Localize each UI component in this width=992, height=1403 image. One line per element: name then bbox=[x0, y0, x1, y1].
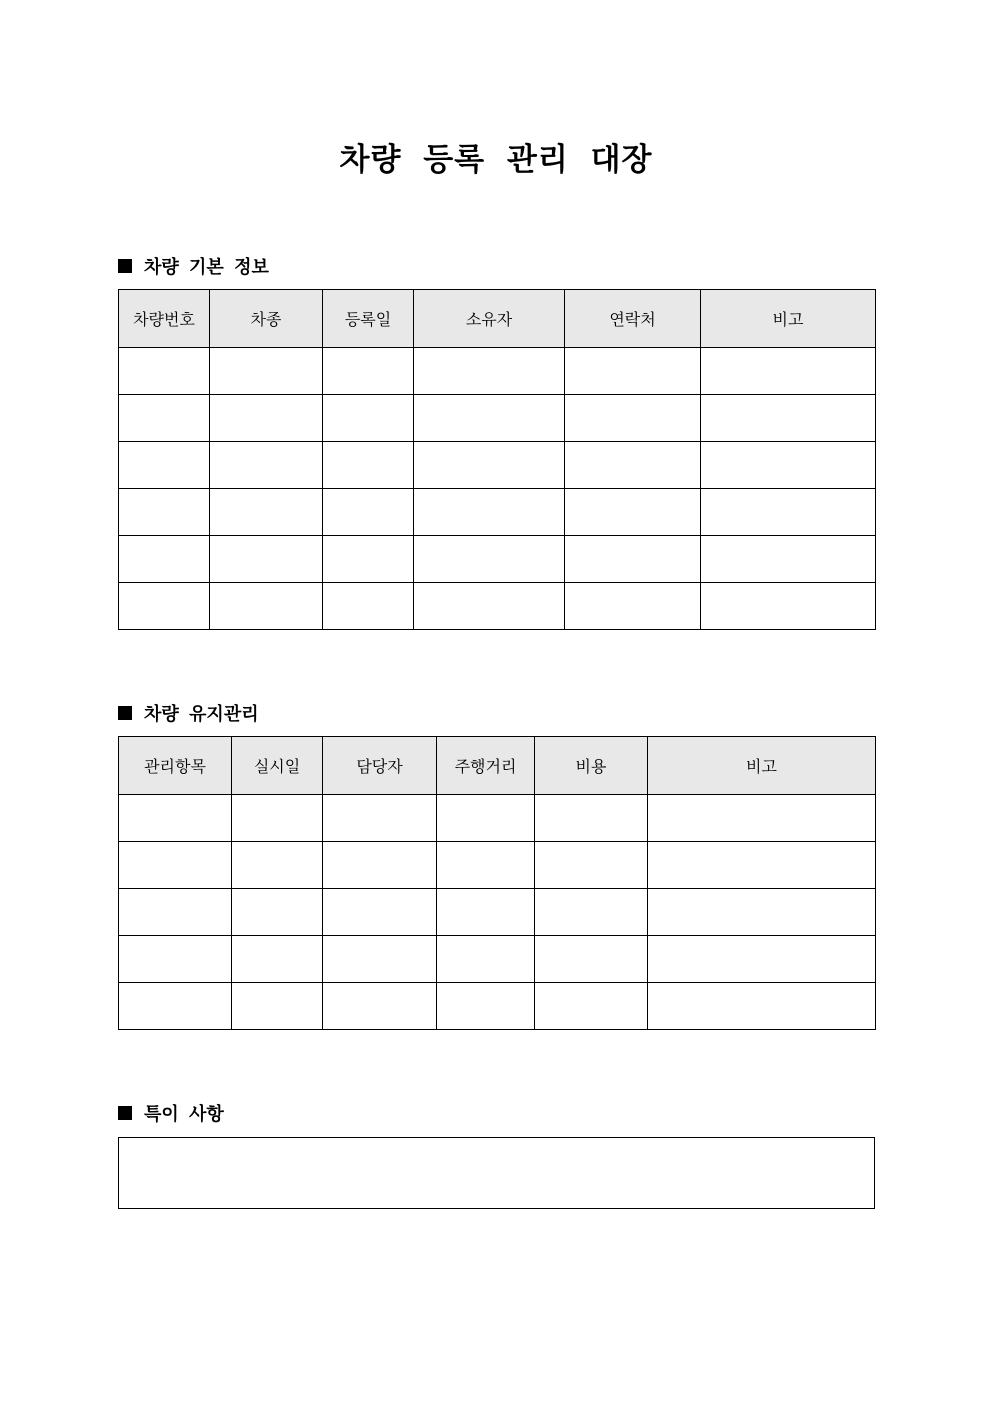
table-cell[interactable] bbox=[701, 442, 876, 489]
table-header-row bbox=[119, 737, 876, 795]
table-cell[interactable] bbox=[119, 842, 232, 889]
table-row bbox=[119, 583, 876, 630]
column-header-cost: 비용 bbox=[535, 737, 648, 795]
table-cell[interactable] bbox=[565, 395, 701, 442]
table-cell[interactable] bbox=[210, 395, 323, 442]
table-cell[interactable] bbox=[323, 442, 414, 489]
table-cell[interactable] bbox=[437, 936, 535, 983]
column-header-remarks: 비고 bbox=[648, 737, 876, 795]
table-cell[interactable] bbox=[701, 348, 876, 395]
table-cell[interactable] bbox=[323, 489, 414, 536]
table-cell[interactable] bbox=[535, 795, 648, 842]
table-row bbox=[119, 489, 876, 536]
table-cell[interactable] bbox=[210, 583, 323, 630]
table-cell[interactable] bbox=[323, 889, 437, 936]
column-header-management-item: 관리항목 bbox=[119, 737, 232, 795]
table-cell[interactable] bbox=[232, 795, 323, 842]
section-heading-label: 차량 기본 정보 bbox=[144, 257, 269, 278]
section-heading-maintenance bbox=[118, 700, 259, 726]
table-cell[interactable] bbox=[232, 889, 323, 936]
table-cell[interactable] bbox=[414, 442, 565, 489]
table-cell[interactable] bbox=[565, 442, 701, 489]
table-cell[interactable] bbox=[535, 936, 648, 983]
page-title: 차량 등록 관리 대장 bbox=[339, 142, 653, 178]
section-heading-label: 특이 사항 bbox=[144, 1104, 224, 1125]
table-cell[interactable] bbox=[210, 348, 323, 395]
section-heading-basic-info bbox=[118, 253, 269, 279]
column-header-service-date: 실시일 bbox=[232, 737, 323, 795]
table-cell[interactable] bbox=[565, 348, 701, 395]
table-cell[interactable] bbox=[232, 983, 323, 1030]
column-header-registration-date: 등록일 bbox=[323, 290, 414, 348]
table-cell[interactable] bbox=[437, 795, 535, 842]
table-cell[interactable] bbox=[535, 842, 648, 889]
column-header-mileage: 주행거리 bbox=[437, 737, 535, 795]
maintenance-table bbox=[118, 736, 876, 1030]
table-cell[interactable] bbox=[535, 889, 648, 936]
table-cell[interactable] bbox=[414, 489, 565, 536]
table-cell[interactable] bbox=[119, 442, 210, 489]
table-cell[interactable] bbox=[565, 489, 701, 536]
table-cell[interactable] bbox=[323, 842, 437, 889]
table-cell[interactable] bbox=[701, 489, 876, 536]
table-cell[interactable] bbox=[414, 348, 565, 395]
table-cell[interactable] bbox=[437, 983, 535, 1030]
table-cell[interactable] bbox=[648, 842, 876, 889]
section-heading-label: 차량 유지관리 bbox=[144, 704, 259, 725]
table-cell[interactable] bbox=[535, 983, 648, 1030]
black-square-icon bbox=[118, 706, 132, 720]
table-cell[interactable] bbox=[701, 395, 876, 442]
table-row bbox=[119, 348, 876, 395]
section-heading-notes bbox=[118, 1100, 224, 1126]
table-cell[interactable] bbox=[414, 536, 565, 583]
table-row bbox=[119, 395, 876, 442]
table-cell[interactable] bbox=[119, 536, 210, 583]
table-cell[interactable] bbox=[119, 395, 210, 442]
table-cell[interactable] bbox=[119, 983, 232, 1030]
table-cell[interactable] bbox=[565, 536, 701, 583]
notes-box[interactable] bbox=[118, 1137, 875, 1209]
table-cell[interactable] bbox=[119, 795, 232, 842]
column-header-vehicle-number: 차량번호 bbox=[119, 290, 210, 348]
table-cell[interactable] bbox=[232, 842, 323, 889]
table-cell[interactable] bbox=[119, 583, 210, 630]
table-row bbox=[119, 842, 876, 889]
table-cell[interactable] bbox=[323, 395, 414, 442]
table-row bbox=[119, 889, 876, 936]
table-cell[interactable] bbox=[323, 348, 414, 395]
table-cell[interactable] bbox=[119, 489, 210, 536]
table-cell[interactable] bbox=[119, 936, 232, 983]
black-square-icon bbox=[118, 259, 132, 273]
table-cell[interactable] bbox=[648, 983, 876, 1030]
table-cell[interactable] bbox=[119, 889, 232, 936]
table-cell[interactable] bbox=[414, 395, 565, 442]
table-cell[interactable] bbox=[323, 583, 414, 630]
table-cell[interactable] bbox=[648, 936, 876, 983]
table-cell[interactable] bbox=[414, 583, 565, 630]
table-row bbox=[119, 795, 876, 842]
table-cell[interactable] bbox=[565, 583, 701, 630]
table-header-row bbox=[119, 290, 876, 348]
table-cell[interactable] bbox=[210, 489, 323, 536]
column-header-person-in-charge: 담당자 bbox=[323, 737, 437, 795]
table-cell[interactable] bbox=[210, 536, 323, 583]
table-cell[interactable] bbox=[119, 348, 210, 395]
table-cell[interactable] bbox=[701, 583, 876, 630]
table-cell[interactable] bbox=[437, 889, 535, 936]
table-cell[interactable] bbox=[323, 795, 437, 842]
table-row bbox=[119, 536, 876, 583]
table-cell[interactable] bbox=[323, 983, 437, 1030]
table-cell[interactable] bbox=[648, 889, 876, 936]
table-cell[interactable] bbox=[232, 936, 323, 983]
table-row bbox=[119, 936, 876, 983]
column-header-remarks: 비고 bbox=[701, 290, 876, 348]
column-header-vehicle-type: 차종 bbox=[210, 290, 323, 348]
table-cell[interactable] bbox=[323, 536, 414, 583]
table-cell[interactable] bbox=[648, 795, 876, 842]
table-cell[interactable] bbox=[323, 936, 437, 983]
basic-info-table bbox=[118, 289, 876, 630]
column-header-owner: 소유자 bbox=[414, 290, 565, 348]
black-square-icon bbox=[118, 1106, 132, 1120]
table-row bbox=[119, 983, 876, 1030]
table-cell[interactable] bbox=[701, 536, 876, 583]
table-cell[interactable] bbox=[437, 842, 535, 889]
table-row bbox=[119, 442, 876, 489]
table-cell[interactable] bbox=[210, 442, 323, 489]
column-header-contact: 연락처 bbox=[565, 290, 701, 348]
